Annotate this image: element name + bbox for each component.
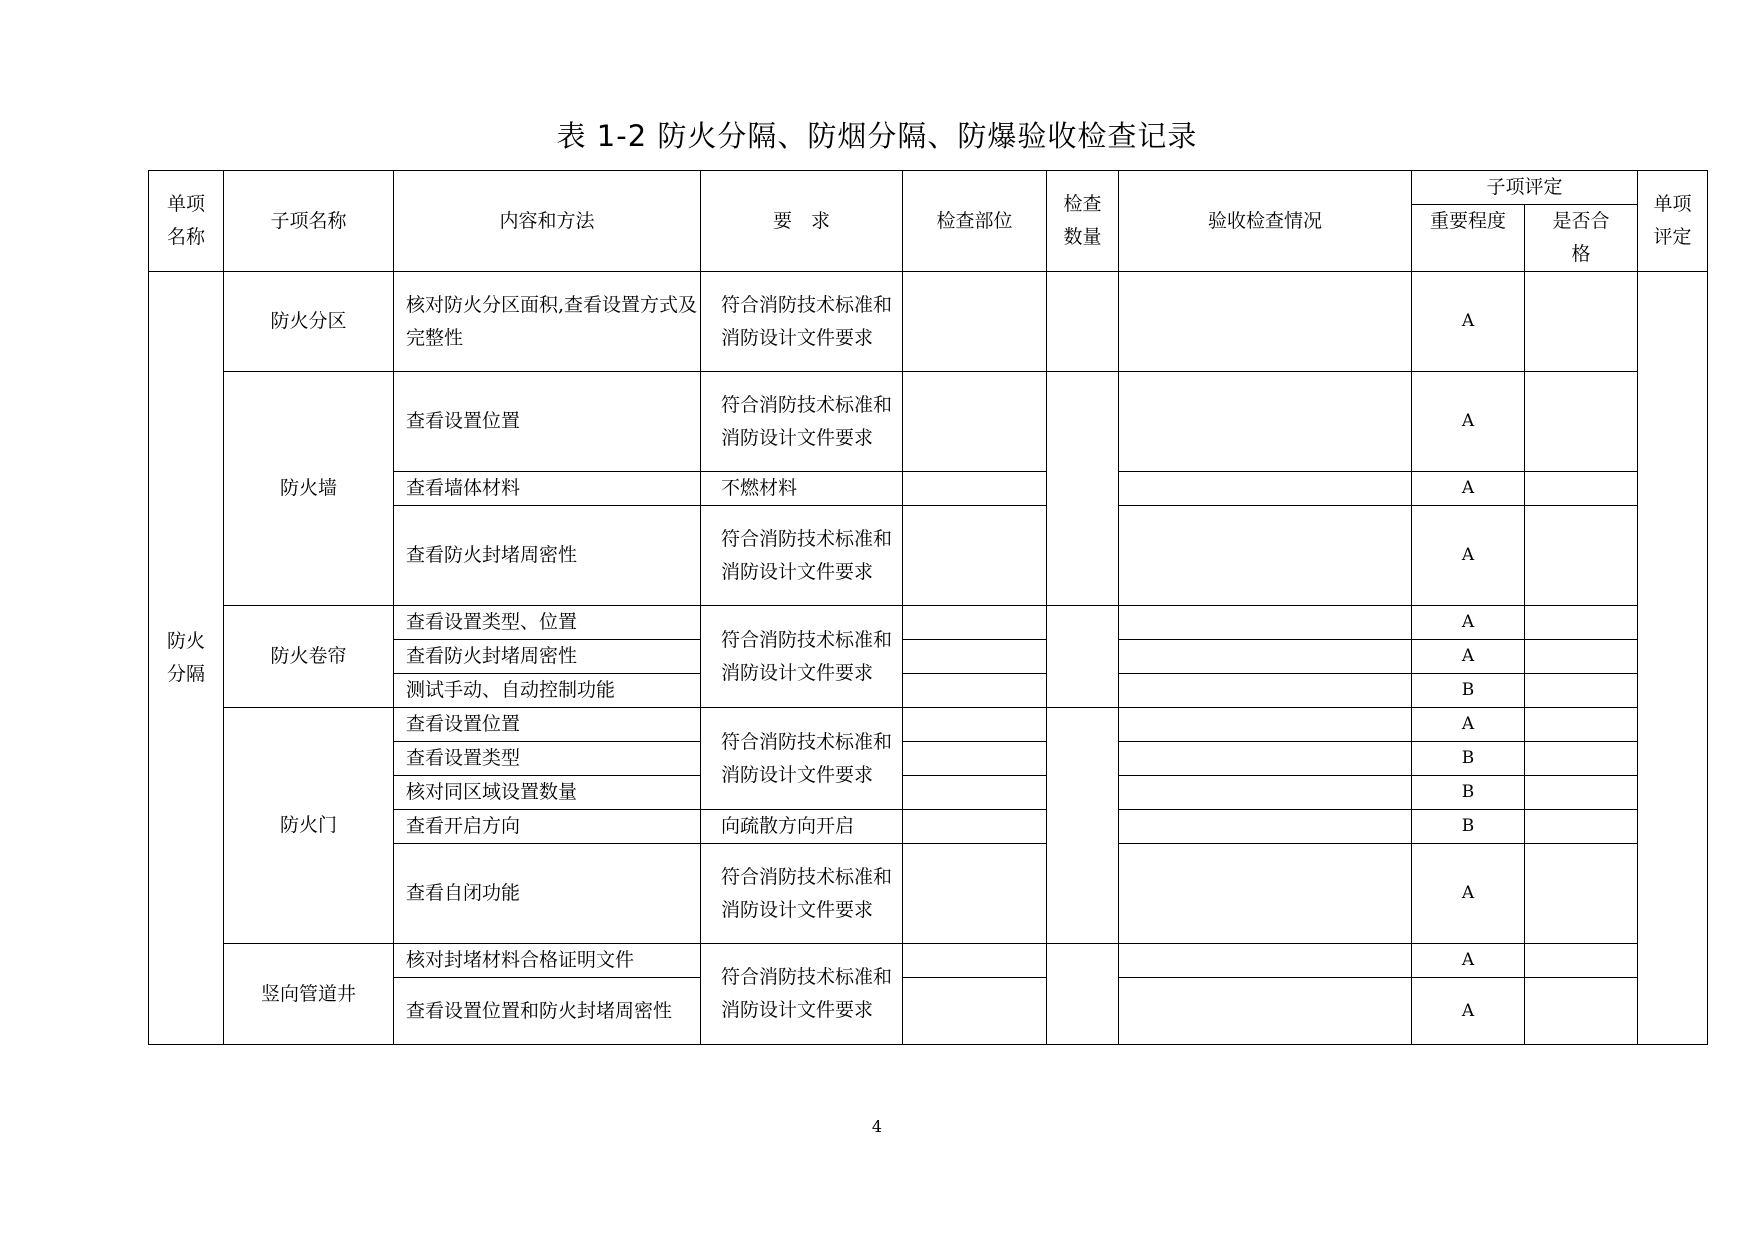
- importance-cell: A: [1412, 506, 1525, 606]
- requirement-cell: 不燃材料: [701, 472, 903, 506]
- location-cell: [903, 640, 1047, 674]
- location-cell: [903, 810, 1047, 844]
- status-cell: [1119, 606, 1412, 640]
- qualified-cell: [1525, 674, 1638, 708]
- requirement-cell: 符合消防技术标准和消防设计文件要求: [701, 372, 903, 472]
- method-cell: 查看墙体材料: [394, 472, 701, 506]
- importance-cell: B: [1412, 810, 1525, 844]
- header-sub-name: 子项名称: [224, 171, 394, 272]
- qualified-cell: [1525, 742, 1638, 776]
- location-cell: [903, 844, 1047, 944]
- qualified-cell: [1525, 606, 1638, 640]
- qualified-cell: [1525, 372, 1638, 472]
- table-row: [149, 606, 1708, 640]
- location-cell: [903, 944, 1047, 978]
- method-cell: 测试手动、自动控制功能: [394, 674, 701, 708]
- table-row: [149, 708, 1708, 742]
- qualified-cell: [1525, 844, 1638, 944]
- header-importance: 重要程度: [1412, 205, 1525, 272]
- item-eval-cell: [1638, 272, 1708, 1045]
- header-row: [149, 171, 1708, 205]
- requirement-cell: 符合消防技术标准和消防设计文件要求: [701, 272, 903, 372]
- header-requirement: 要 求: [701, 171, 903, 272]
- sub-name-cell: 防火墙: [224, 372, 394, 606]
- status-cell: [1119, 472, 1412, 506]
- quantity-cell: [1047, 606, 1119, 708]
- quantity-cell: [1047, 944, 1119, 1045]
- location-cell: [903, 606, 1047, 640]
- status-cell: [1119, 272, 1412, 372]
- importance-cell: A: [1412, 606, 1525, 640]
- importance-cell: A: [1412, 844, 1525, 944]
- item-name-cell: 防火分隔: [149, 272, 224, 1045]
- status-cell: [1119, 708, 1412, 742]
- method-cell: 查看设置类型: [394, 742, 701, 776]
- location-cell: [903, 708, 1047, 742]
- importance-cell: B: [1412, 742, 1525, 776]
- requirement-cell: 符合消防技术标准和消防设计文件要求: [701, 708, 903, 810]
- sub-name-cell: 防火门: [224, 708, 394, 944]
- sub-name-cell: 防火卷帘: [224, 606, 394, 708]
- importance-cell: A: [1412, 640, 1525, 674]
- inspection-record-table: [148, 170, 1708, 1045]
- location-cell: [903, 674, 1047, 708]
- location-cell: [903, 472, 1047, 506]
- method-cell: 查看自闭功能: [394, 844, 701, 944]
- page-title: 表 1-2 防火分隔、防烟分隔、防爆验收检查记录: [556, 119, 1198, 153]
- method-cell: 查看设置位置和防火封堵周密性: [394, 978, 701, 1045]
- method-cell: 查看防火封堵周密性: [394, 640, 701, 674]
- method-cell: 查看设置位置: [394, 372, 701, 472]
- page-number: 4: [871, 1117, 883, 1136]
- status-cell: [1119, 640, 1412, 674]
- table-row: [149, 944, 1708, 978]
- location-cell: [903, 776, 1047, 810]
- qualified-cell: [1525, 944, 1638, 978]
- qualified-cell: [1525, 472, 1638, 506]
- location-cell: [903, 272, 1047, 372]
- header-status: 验收检查情况: [1119, 171, 1412, 272]
- method-cell: 查看防火封堵周密性: [394, 506, 701, 606]
- quantity-cell: [1047, 272, 1119, 372]
- location-cell: [903, 742, 1047, 776]
- method-cell: 查看开启方向: [394, 810, 701, 844]
- header-quantity: 检查数量: [1047, 171, 1119, 272]
- sub-name-cell: 防火分区: [224, 272, 394, 372]
- requirement-cell: 符合消防技术标准和消防设计文件要求: [701, 606, 903, 708]
- status-cell: [1119, 978, 1412, 1045]
- importance-cell: A: [1412, 272, 1525, 372]
- importance-cell: B: [1412, 674, 1525, 708]
- location-cell: [903, 506, 1047, 606]
- qualified-cell: [1525, 272, 1638, 372]
- status-cell: [1119, 674, 1412, 708]
- status-cell: [1119, 742, 1412, 776]
- sub-name-cell: 竖向管道井: [224, 944, 394, 1045]
- header-method: 内容和方法: [394, 171, 701, 272]
- quantity-cell: [1047, 372, 1119, 606]
- quantity-cell: [1047, 708, 1119, 944]
- status-cell: [1119, 844, 1412, 944]
- method-cell: 查看设置位置: [394, 708, 701, 742]
- status-cell: [1119, 944, 1412, 978]
- header-item-name: 单项名称: [149, 171, 224, 272]
- importance-cell: A: [1412, 944, 1525, 978]
- qualified-cell: [1525, 708, 1638, 742]
- requirement-cell: 符合消防技术标准和消防设计文件要求: [701, 844, 903, 944]
- header-item-eval: 单项评定: [1638, 171, 1708, 272]
- importance-cell: A: [1412, 472, 1525, 506]
- table-row: [149, 372, 1708, 472]
- table-row: [149, 272, 1708, 372]
- importance-cell: A: [1412, 708, 1525, 742]
- header-location: 检查部位: [903, 171, 1047, 272]
- qualified-cell: [1525, 810, 1638, 844]
- status-cell: [1119, 810, 1412, 844]
- header-sub-eval: 子项评定: [1412, 171, 1638, 205]
- method-cell: 核对封堵材料合格证明文件: [394, 944, 701, 978]
- status-cell: [1119, 372, 1412, 472]
- status-cell: [1119, 506, 1412, 606]
- qualified-cell: [1525, 640, 1638, 674]
- qualified-cell: [1525, 776, 1638, 810]
- status-cell: [1119, 776, 1412, 810]
- importance-cell: B: [1412, 776, 1525, 810]
- importance-cell: A: [1412, 372, 1525, 472]
- method-cell: 核对同区域设置数量: [394, 776, 701, 810]
- method-cell: 查看设置类型、位置: [394, 606, 701, 640]
- requirement-cell: 符合消防技术标准和消防设计文件要求: [701, 944, 903, 1045]
- qualified-cell: [1525, 978, 1638, 1045]
- requirement-cell: 向疏散方向开启: [701, 810, 903, 844]
- location-cell: [903, 372, 1047, 472]
- qualified-cell: [1525, 506, 1638, 606]
- method-cell: 核对防火分区面积,查看设置方式及完整性: [394, 272, 701, 372]
- importance-cell: A: [1412, 978, 1525, 1045]
- location-cell: [903, 978, 1047, 1045]
- header-qualified: 是否合格: [1525, 205, 1638, 272]
- requirement-cell: 符合消防技术标准和消防设计文件要求: [701, 506, 903, 606]
